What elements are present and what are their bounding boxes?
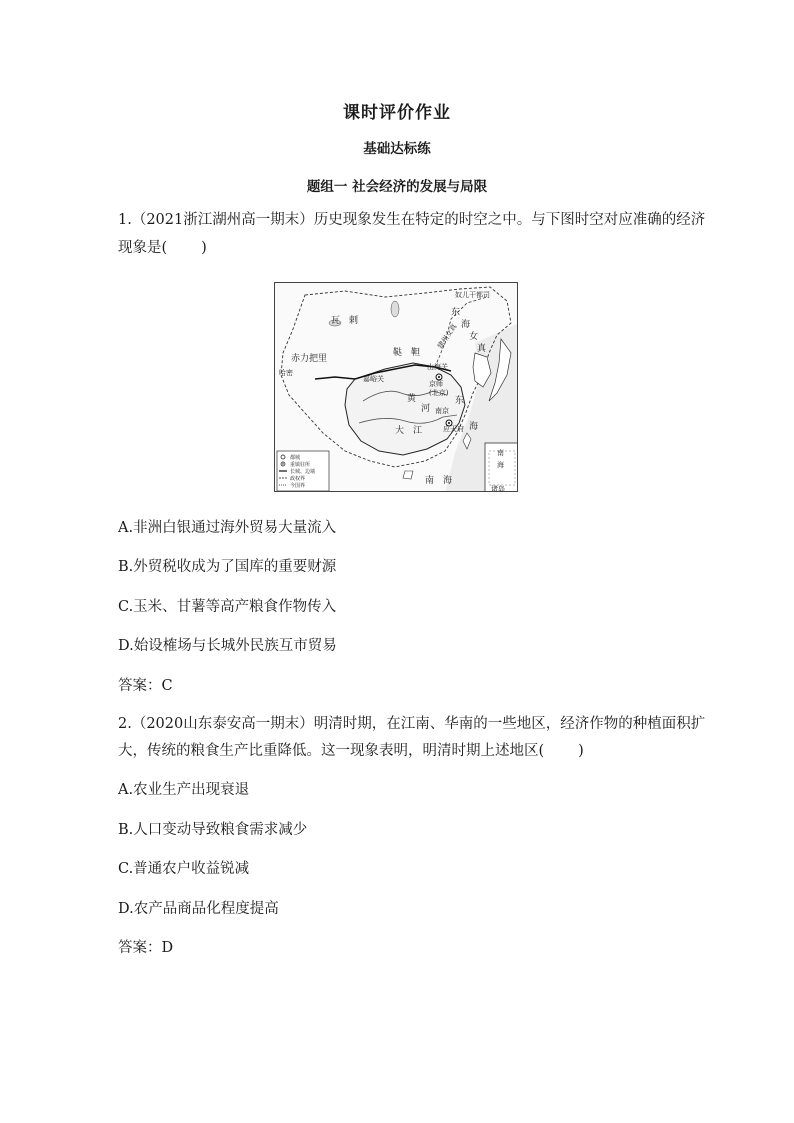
q1-option-c: C.玉米、甘薯等高产粮食作物传入 [118, 599, 337, 615]
legend-item: 长城、边墙 [290, 469, 316, 475]
q1-option-b: B.外贸税收成为了国库的重要财源 [118, 559, 337, 575]
q2-stem-suffix: ) [578, 743, 584, 759]
label-hai: 海 [469, 422, 479, 432]
q1-stem-suffix: ) [201, 240, 207, 256]
label-dong: 东 [455, 396, 465, 406]
label-dongbei-2: 海 [461, 320, 471, 330]
q1-stem-line2 [118, 238, 207, 258]
label-huang: 黄 [407, 394, 417, 404]
label-jianzhou: 建州女真 [436, 322, 459, 351]
label-beijing: 京师 [429, 380, 443, 388]
question-group-heading: 题组一 社会经济的发展与局限 [306, 179, 488, 195]
q2-option-d: D.农产品商品化程度提高 [118, 901, 279, 917]
label-nanjing: 南京 [435, 407, 449, 415]
label-dajiang: 大 江 [395, 426, 423, 436]
q1-stem-line1: 1.（2021浙江湖州高一期末）历史现象发生在特定的时空之中。与下图时空对应准确的经济 [118, 212, 706, 228]
label-jiayuguan: 嘉峪关 [363, 375, 384, 383]
label-dada: 鞑 靼 [393, 348, 421, 358]
label-dongbei-4: 真 [477, 344, 487, 354]
q2-option-a: A.农业生产出现衰退 [118, 782, 250, 798]
q1-answer: 答案：C [118, 678, 173, 694]
q2-answer: 答案：D [118, 940, 174, 956]
label-nurgan: 奴儿干都司 [455, 291, 490, 299]
q1-option-a: A.非洲白银通过海外贸易大量流入 [118, 520, 337, 536]
q1-stem-prefix: 现象是( [118, 240, 168, 256]
label-inset-1: 南 [497, 449, 504, 457]
legend-item: 重镇驻所 [290, 462, 311, 468]
label-inset-2: 海 [497, 461, 504, 469]
label-chilibali: 赤力把里 [291, 354, 328, 364]
q1-option-d: D.始设榷场与长城外民族互市贸易 [118, 638, 337, 654]
label-shanhaiguan: 山海关 [427, 363, 448, 371]
label-nanhai: 南 海 [425, 476, 453, 486]
q2-option-b: B.人口变动导致粮食需求减少 [118, 822, 308, 838]
label-inset-3: 诸岛 [491, 485, 505, 493]
label-dongbei-3: 女 [469, 332, 479, 342]
label-he: 河 [421, 404, 431, 414]
label-hami: 哈密 [279, 369, 293, 377]
q2-stem-line1: 2.（2020山东泰安高一期末）明清时期，在江南、华南的一些地区，经济作物的种植面积扩 [118, 716, 706, 732]
q2-stem-line2 [118, 741, 584, 761]
ming-dynasty-map [274, 282, 518, 492]
q2-stem-prefix: 大，传统的粮食生产比重降低。这一现象表明，明清时期上述地区( [118, 743, 545, 759]
section-subtitle: 基础达标练 [363, 141, 431, 157]
label-yingtian: 应天府 [443, 425, 464, 433]
label-dongbei-1: 东 [451, 308, 461, 318]
q2-option-c: C.普通农户收益锐减 [118, 861, 250, 877]
label-wala: 瓦 剌 [331, 316, 359, 326]
legend-item: 今国界 [290, 483, 306, 489]
legend-item: 都城 [290, 455, 301, 461]
page-title: 课时评价作业 [343, 103, 451, 123]
label-beijing-sub: (北京) [429, 389, 449, 397]
map-svg [275, 283, 518, 492]
legend-item: 政权界 [290, 476, 306, 482]
